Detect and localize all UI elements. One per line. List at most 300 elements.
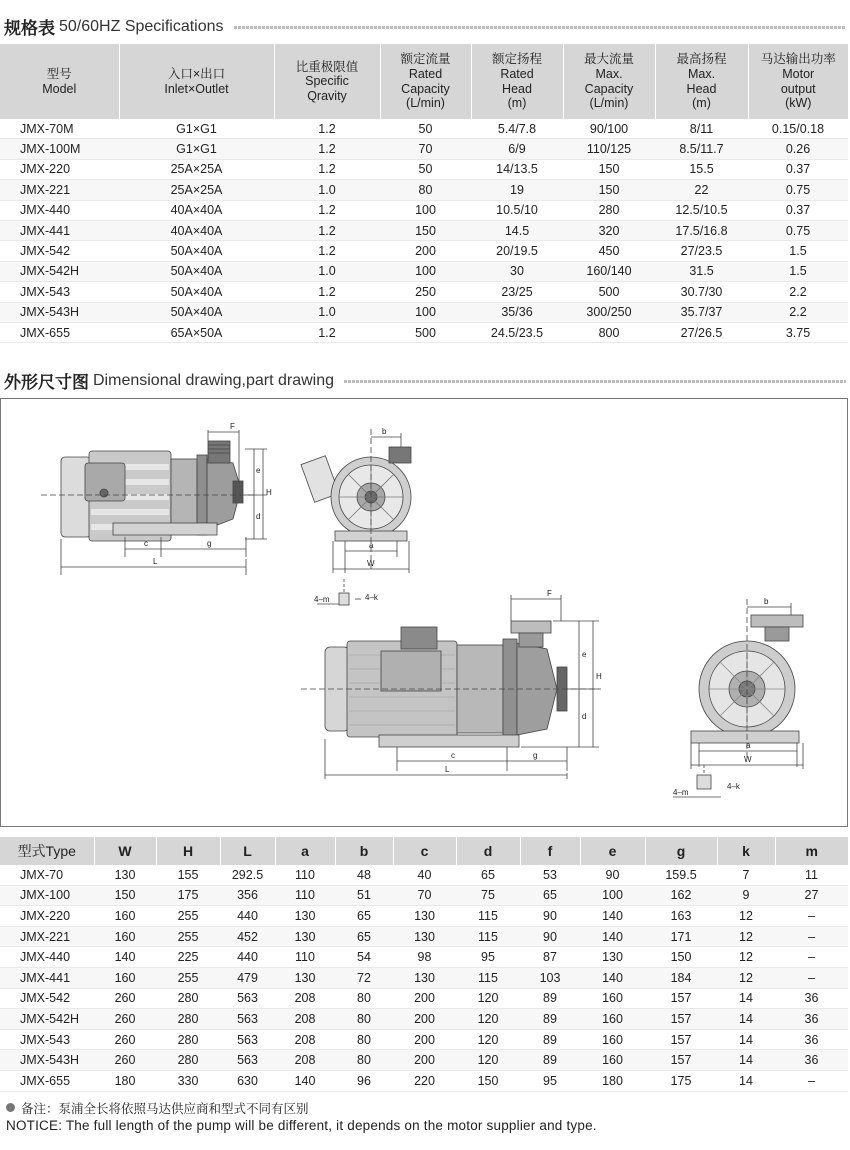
- dim-label-W: W: [367, 559, 375, 568]
- dim-table-row: [0, 885, 848, 906]
- dim-table-cell: 157: [645, 1029, 717, 1050]
- dim-label-g2: g: [533, 751, 538, 760]
- dim-table-cell: 120: [456, 1009, 520, 1030]
- small-pump-side-view: [41, 422, 272, 575]
- dim-table-cell: JMX-70: [0, 865, 94, 885]
- spec-table-cell: G1×G1: [119, 119, 274, 139]
- dim-label-4m: 4–m: [314, 595, 330, 604]
- dim-table-cell: 140: [580, 967, 645, 988]
- dim-label-g: g: [207, 539, 212, 548]
- large-pump-front-view: [673, 597, 803, 797]
- dim-table-cell: 80: [335, 1009, 393, 1030]
- spec-table-cell: 320: [563, 220, 655, 240]
- spec-table-cell: 10.5/10: [471, 200, 563, 220]
- dim-table-cell: 255: [156, 967, 220, 988]
- dim-table-cell: JMX-100: [0, 885, 94, 906]
- spec-header-line: Inlet×Outlet: [164, 81, 229, 96]
- dim-table-cell: 208: [275, 988, 335, 1009]
- dim-table-cell: 140: [94, 947, 156, 968]
- spec-table-cell: 1.2: [274, 159, 380, 179]
- dim-table-cell: 7: [717, 865, 775, 885]
- spec-table-cell: JMX-542: [0, 241, 119, 261]
- spec-table-cell: 22: [655, 180, 748, 200]
- dim-table-cell: –: [775, 947, 848, 968]
- spec-table-cell: 50A×40A: [119, 302, 274, 322]
- spec-table-row: [0, 139, 848, 159]
- dim-label-H: H: [266, 488, 272, 497]
- spec-header-line: Capacity: [584, 81, 634, 96]
- dim-table-cell: 157: [645, 1050, 717, 1071]
- dim-table-cell: 140: [580, 906, 645, 927]
- dim-table-cell: 157: [645, 1009, 717, 1030]
- dim-table-cell: 175: [156, 885, 220, 906]
- spec-table-cell: JMX-543: [0, 282, 119, 302]
- dim-table-cell: 80: [335, 988, 393, 1009]
- dim-table-cell: 95: [520, 1070, 580, 1091]
- dim-table-cell: 260: [94, 1009, 156, 1030]
- dim-label-4m2: 4–m: [673, 788, 689, 797]
- dim-label-a: a: [369, 541, 374, 550]
- spec-table-cell: 20/19.5: [471, 241, 563, 261]
- spec-table-cell: G1×G1: [119, 139, 274, 159]
- dim-table-cell: 330: [156, 1070, 220, 1091]
- spec-header-line: Specific: [305, 74, 349, 89]
- spec-table-row: [0, 261, 848, 281]
- dim-table-cell: 120: [456, 1050, 520, 1071]
- spec-table-cell: JMX-440: [0, 200, 119, 220]
- dim-table-cell: 87: [520, 947, 580, 968]
- spec-table-cell: 31.5: [655, 261, 748, 281]
- spec-table-row: [0, 119, 848, 139]
- dim-label-4k2: 4–k: [727, 782, 740, 791]
- spec-header-line: Motor: [782, 66, 815, 81]
- spec-table-cell: 30: [471, 261, 563, 281]
- spec-header-line: (m): [692, 96, 711, 111]
- spec-table-cell: 1.2: [274, 241, 380, 261]
- dim-table-cell: 90: [520, 926, 580, 947]
- spec-table-cell: JMX-441: [0, 220, 119, 240]
- spec-table-row: [0, 241, 848, 261]
- spec-table-cell: 1.2: [274, 282, 380, 302]
- spec-table-cell: 17.5/16.8: [655, 220, 748, 240]
- dim-table-cell: 130: [275, 926, 335, 947]
- spec-table-cell: 0.26: [748, 139, 848, 159]
- dim-label-W2: W: [744, 755, 752, 764]
- spec-header-cell: [274, 44, 380, 119]
- spec-table-cell: 100: [380, 200, 471, 220]
- spec-table-cell: 300/250: [563, 302, 655, 322]
- spec-table-cell: 100: [380, 302, 471, 322]
- dim-table-cell: 280: [156, 1009, 220, 1030]
- spec-table-cell: 12.5/10.5: [655, 200, 748, 220]
- dim-table-cell: 110: [275, 947, 335, 968]
- dim-table-cell: 65: [456, 865, 520, 885]
- dim-table-cell: 130: [393, 926, 456, 947]
- dim-table-cell: JMX-542H: [0, 1009, 94, 1030]
- spec-table-cell: 8/11: [655, 119, 748, 139]
- dim-table-cell: 130: [393, 967, 456, 988]
- dim-table-cell: 130: [275, 906, 335, 927]
- dim-table-cell: 53: [520, 865, 580, 885]
- dim-header-cell: L: [220, 837, 275, 865]
- dim-table-cell: 255: [156, 906, 220, 927]
- spec-header-cell: [748, 44, 848, 119]
- dim-table-cell: 150: [645, 947, 717, 968]
- spec-table-cell: 150: [380, 220, 471, 240]
- dim-table-cell: 14: [717, 1070, 775, 1091]
- dim-table-cell: 27: [775, 885, 848, 906]
- spec-header-line: Head: [686, 81, 717, 96]
- dimensional-drawing: [0, 398, 848, 827]
- spec-table-cell: 110/125: [563, 139, 655, 159]
- dim-header-cell: c: [393, 837, 456, 865]
- dim-table-cell: 160: [94, 967, 156, 988]
- spec-header-line: output: [780, 81, 816, 96]
- dim-table-cell: 440: [220, 906, 275, 927]
- spec-table-cell: 80: [380, 180, 471, 200]
- dim-table-cell: 479: [220, 967, 275, 988]
- dim-table-cell: 563: [220, 1029, 275, 1050]
- dim-label-e: e: [256, 466, 261, 475]
- dim-table-cell: JMX-543H: [0, 1050, 94, 1071]
- spec-table-cell: 25A×25A: [119, 180, 274, 200]
- spec-table-cell: 14/13.5: [471, 159, 563, 179]
- spec-table-cell: 70: [380, 139, 471, 159]
- dim-table-cell: 72: [335, 967, 393, 988]
- dim-label-c2: c: [451, 751, 455, 760]
- spec-table-cell: 35/36: [471, 302, 563, 322]
- spec-table-cell: JMX-221: [0, 180, 119, 200]
- large-pump-side-view: [301, 589, 602, 779]
- dim-table-cell: –: [775, 926, 848, 947]
- dim-header-cell: e: [580, 837, 645, 865]
- dim-table-cell: 11: [775, 865, 848, 885]
- dim-table-cell: 100: [580, 885, 645, 906]
- spec-table-cell: 1.0: [274, 180, 380, 200]
- dim-table-cell: 160: [94, 906, 156, 927]
- dim-header-cell: m: [775, 837, 848, 865]
- dim-table-cell: 65: [335, 926, 393, 947]
- spec-section-heading: [4, 14, 846, 39]
- dim-table-cell: 36: [775, 1029, 848, 1050]
- dim-header-cell: H: [156, 837, 220, 865]
- spec-table-cell: JMX-655: [0, 322, 119, 342]
- dim-table-row: [0, 1029, 848, 1050]
- spec-header-cell: [471, 44, 563, 119]
- dim-table-cell: 130: [393, 906, 456, 927]
- dim-table-cell: 95: [456, 947, 520, 968]
- dim-table-cell: 280: [156, 1029, 220, 1050]
- dim-table-row: [0, 926, 848, 947]
- spec-header-line: Capacity: [401, 81, 450, 96]
- dim-table-cell: 180: [580, 1070, 645, 1091]
- spec-table-cell: 19: [471, 180, 563, 200]
- dim-table-row: [0, 988, 848, 1009]
- spec-table-row: [0, 200, 848, 220]
- dim-table-cell: JMX-441: [0, 967, 94, 988]
- spec-header-line: (L/min): [589, 96, 629, 111]
- spec-table: [0, 44, 848, 343]
- dim-header-cell: 型式Type: [0, 837, 94, 865]
- dim-table-cell: 292.5: [220, 865, 275, 885]
- dim-table-cell: 120: [456, 1029, 520, 1050]
- spec-table-cell: 0.75: [748, 220, 848, 240]
- dim-table-cell: 180: [94, 1070, 156, 1091]
- dim-table-cell: 630: [220, 1070, 275, 1091]
- spec-header-line: 比重极限值: [295, 59, 359, 74]
- dim-table-cell: 103: [520, 967, 580, 988]
- dim-label-d: d: [256, 512, 261, 521]
- dim-table-cell: 440: [220, 947, 275, 968]
- spec-table-cell: 1.0: [274, 261, 380, 281]
- spec-table-cell: 35.7/37: [655, 302, 748, 322]
- dim-table-cell: 98: [393, 947, 456, 968]
- spec-table-cell: 160/140: [563, 261, 655, 281]
- dim-table-cell: 200: [393, 1029, 456, 1050]
- spec-table-cell: 0.37: [748, 200, 848, 220]
- spec-table-cell: 500: [380, 322, 471, 342]
- dim-label-e2: e: [582, 650, 587, 659]
- small-pump-front-view: [301, 427, 411, 605]
- spec-table-cell: JMX-70M: [0, 119, 119, 139]
- dim-header-cell: k: [717, 837, 775, 865]
- dim-label-F2: F: [547, 589, 552, 598]
- spec-table-cell: 50A×40A: [119, 241, 274, 261]
- dim-table-cell: 200: [393, 1009, 456, 1030]
- dim-table-cell: 140: [580, 926, 645, 947]
- dim-table-cell: 200: [393, 988, 456, 1009]
- dim-header-cell: g: [645, 837, 717, 865]
- dim-table-cell: JMX-655: [0, 1070, 94, 1091]
- spec-table-cell: 3.75: [748, 322, 848, 342]
- dim-label-L2: L: [445, 765, 450, 774]
- spec-table-cell: 50: [380, 119, 471, 139]
- spec-table-cell: 1.5: [748, 241, 848, 261]
- dim-table-row: [0, 1009, 848, 1030]
- dim-table-cell: 36: [775, 1050, 848, 1071]
- spec-header-line: Max.: [595, 66, 623, 81]
- dim-table-cell: 563: [220, 988, 275, 1009]
- dim-table-row: [0, 865, 848, 885]
- spec-table-cell: 27/23.5: [655, 241, 748, 261]
- spec-header-line: 马达输出功率: [760, 52, 836, 67]
- spec-table-cell: 27/26.5: [655, 322, 748, 342]
- dim-table-cell: 75: [456, 885, 520, 906]
- dim-table-row: [0, 967, 848, 988]
- dim-table-cell: 36: [775, 1009, 848, 1030]
- drawing-title-zh: 外形尺寸图: [4, 373, 89, 393]
- dim-table-cell: 65: [335, 906, 393, 927]
- dim-label-4k: 4–k: [365, 593, 378, 602]
- spec-header-line: 额定流量: [400, 52, 451, 67]
- dim-table-cell: 260: [94, 988, 156, 1009]
- spec-header-cell: [380, 44, 471, 119]
- spec-table-cell: 90/100: [563, 119, 655, 139]
- spec-table-cell: 800: [563, 322, 655, 342]
- dim-table-cell: 90: [520, 906, 580, 927]
- dim-table-cell: 163: [645, 906, 717, 927]
- dim-table-cell: 130: [580, 947, 645, 968]
- notice-zh: 备注：泵浦全长将依照马达供应商和型式不同有区别: [21, 1101, 309, 1116]
- dim-table-cell: 208: [275, 1050, 335, 1071]
- dim-table-cell: 162: [645, 885, 717, 906]
- dim-label-d2: d: [582, 712, 587, 721]
- bullet-icon: [6, 1103, 15, 1112]
- dim-table-cell: 14: [717, 1009, 775, 1030]
- dim-table-cell: 150: [456, 1070, 520, 1091]
- dim-table-cell: 160: [580, 988, 645, 1009]
- dim-table-cell: 12: [717, 947, 775, 968]
- dim-table-cell: 160: [94, 926, 156, 947]
- dim-header-cell: a: [275, 837, 335, 865]
- dim-table-row: [0, 947, 848, 968]
- spec-table-cell: 0.75: [748, 180, 848, 200]
- spec-header-line: Qravity: [307, 88, 347, 103]
- spec-table-row: [0, 159, 848, 179]
- dim-table-cell: 150: [94, 885, 156, 906]
- spec-header-line: 入口×出口: [167, 66, 226, 81]
- dim-table-cell: 260: [94, 1050, 156, 1071]
- dim-table-cell: 160: [580, 1009, 645, 1030]
- dim-table-cell: 40: [393, 865, 456, 885]
- dim-table-cell: 54: [335, 947, 393, 968]
- dim-table-cell: 200: [393, 1050, 456, 1071]
- dim-table-cell: 115: [456, 906, 520, 927]
- dim-table-cell: 89: [520, 1029, 580, 1050]
- spec-table-cell: 250: [380, 282, 471, 302]
- notice-en: NOTICE: The full length of the pump will be different, it depends on the motor supplier and type.: [6, 1118, 597, 1133]
- spec-header-line: Rated: [500, 66, 534, 81]
- dim-table-cell: 12: [717, 926, 775, 947]
- spec-table-cell: 1.2: [274, 220, 380, 240]
- dim-table-cell: 280: [156, 1050, 220, 1071]
- spec-header-line: 型号: [46, 66, 72, 81]
- dim-table-row: [0, 1070, 848, 1091]
- dim-table-cell: JMX-542: [0, 988, 94, 1009]
- dim-table-cell: 220: [393, 1070, 456, 1091]
- spec-title-en: 50/60HZ Specifications: [59, 17, 224, 35]
- dim-table-cell: 157: [645, 988, 717, 1009]
- dim-table-cell: 120: [456, 988, 520, 1009]
- spec-table-cell: 100: [380, 261, 471, 281]
- spec-table-cell: 500: [563, 282, 655, 302]
- dim-table-row: [0, 1050, 848, 1071]
- spec-table-cell: 15.5: [655, 159, 748, 179]
- dim-table-cell: 14: [717, 1029, 775, 1050]
- spec-header-line: (kW): [785, 96, 812, 111]
- drawing-title-en: Dimensional drawing,part drawing: [93, 371, 335, 389]
- spec-table-cell: 1.2: [274, 139, 380, 159]
- dim-table-cell: 90: [580, 865, 645, 885]
- dim-table-cell: 130: [94, 865, 156, 885]
- dim-table-cell: 155: [156, 865, 220, 885]
- spec-table-row: [0, 302, 848, 322]
- dim-table-cell: JMX-440: [0, 947, 94, 968]
- spec-table-row: [0, 282, 848, 302]
- dim-table-cell: 14: [717, 988, 775, 1009]
- spec-table-cell: JMX-542H: [0, 261, 119, 281]
- dim-table-cell: 225: [156, 947, 220, 968]
- dim-label-c: c: [144, 539, 148, 548]
- spec-table-cell: 50A×40A: [119, 282, 274, 302]
- dim-table-cell: 110: [275, 885, 335, 906]
- dim-header-cell: W: [94, 837, 156, 865]
- dim-table-cell: 171: [645, 926, 717, 947]
- dim-table-cell: –: [775, 967, 848, 988]
- spec-table-cell: 0.37: [748, 159, 848, 179]
- spec-table-cell: 23/25: [471, 282, 563, 302]
- spec-header-cell: [0, 44, 119, 119]
- dim-table-cell: 70: [393, 885, 456, 906]
- spec-table-cell: 2.2: [748, 282, 848, 302]
- dim-table-cell: 208: [275, 1009, 335, 1030]
- dim-table-cell: 255: [156, 926, 220, 947]
- spec-table-row: [0, 220, 848, 240]
- spec-table-cell: 1.2: [274, 322, 380, 342]
- dim-table-cell: 184: [645, 967, 717, 988]
- spec-table-cell: 6/9: [471, 139, 563, 159]
- spec-header-cell: [563, 44, 655, 119]
- dim-table-cell: 160: [580, 1050, 645, 1071]
- dim-table-cell: 89: [520, 988, 580, 1009]
- dim-table-cell: 130: [275, 967, 335, 988]
- dim-table-cell: 80: [335, 1029, 393, 1050]
- dim-table-cell: 14: [717, 1050, 775, 1071]
- dim-table-cell: 36: [775, 988, 848, 1009]
- dim-table-cell: 563: [220, 1009, 275, 1030]
- spec-table-cell: 40A×40A: [119, 200, 274, 220]
- dim-label-b2: b: [764, 597, 769, 606]
- dim-table-cell: 452: [220, 926, 275, 947]
- heading-rule: [234, 26, 846, 29]
- spec-table-cell: 8.5/11.7: [655, 139, 748, 159]
- spec-table-cell: 24.5/23.5: [471, 322, 563, 342]
- spec-table-cell: 450: [563, 241, 655, 261]
- dim-table-cell: 96: [335, 1070, 393, 1091]
- spec-table-cell: 1.5: [748, 261, 848, 281]
- spec-table-cell: JMX-543H: [0, 302, 119, 322]
- dim-table-cell: 159.5: [645, 865, 717, 885]
- spec-header-line: 最大流量: [583, 52, 634, 67]
- spec-table-row: [0, 322, 848, 342]
- dim-header-cell: f: [520, 837, 580, 865]
- spec-table-cell: 30.7/30: [655, 282, 748, 302]
- dim-table-cell: 208: [275, 1029, 335, 1050]
- spec-header-line: (L/min): [406, 96, 445, 111]
- spec-table-cell: 25A×25A: [119, 159, 274, 179]
- spec-table-cell: 65A×50A: [119, 322, 274, 342]
- dim-label-b: b: [382, 427, 387, 436]
- dim-label-H2: H: [596, 672, 602, 681]
- dim-table-cell: 89: [520, 1009, 580, 1030]
- spec-header-line: 最高扬程: [676, 52, 727, 67]
- spec-table-row: [0, 180, 848, 200]
- spec-table-cell: 14.5: [471, 220, 563, 240]
- dim-table-cell: 160: [580, 1029, 645, 1050]
- spec-header-line: (m): [507, 96, 527, 111]
- spec-table-cell: 0.15/0.18: [748, 119, 848, 139]
- dim-table-cell: 89: [520, 1050, 580, 1071]
- spec-table-cell: 50A×40A: [119, 261, 274, 281]
- spec-table-cell: 50: [380, 159, 471, 179]
- spec-table-cell: 150: [563, 180, 655, 200]
- dim-label-F: F: [230, 422, 235, 431]
- spec-header-cell: [119, 44, 274, 119]
- dim-table-cell: 356: [220, 885, 275, 906]
- dim-table-cell: 115: [456, 967, 520, 988]
- dim-table-cell: JMX-543: [0, 1029, 94, 1050]
- dim-table-cell: 12: [717, 967, 775, 988]
